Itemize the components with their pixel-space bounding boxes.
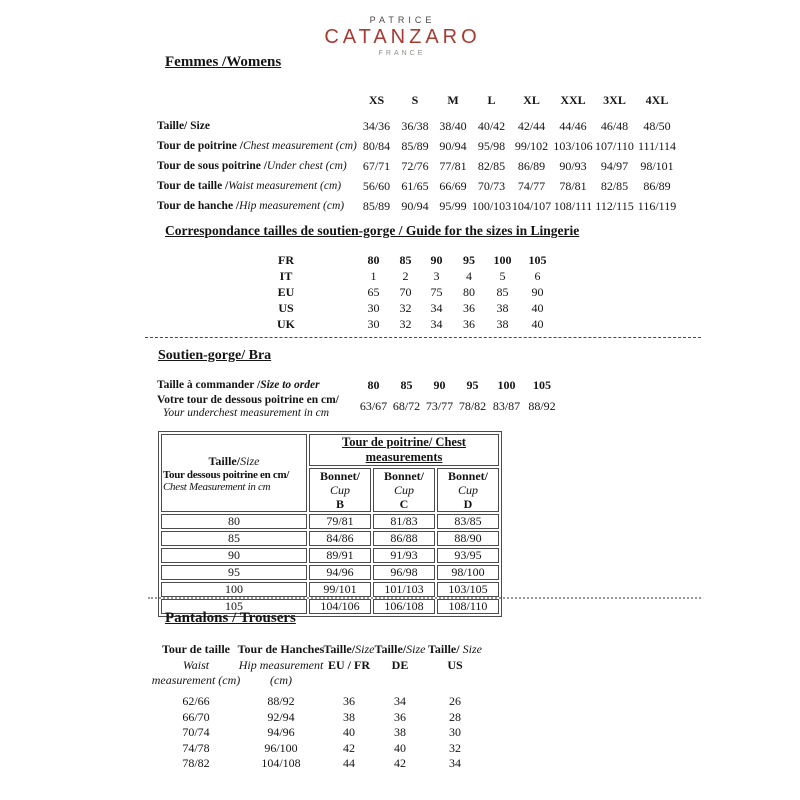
col-header-fr: Taille/ bbox=[428, 642, 463, 656]
lingerie-value: 95 bbox=[463, 252, 475, 267]
size-header-xs: XS bbox=[368, 92, 385, 107]
bra-underchest-label-en: Your underchest measurement in cm bbox=[163, 407, 330, 419]
size-value: 77/81 bbox=[439, 158, 467, 173]
size-value: 112/115 bbox=[595, 198, 634, 213]
col-header-en: Size bbox=[406, 642, 426, 656]
size-header-3xl: 3XL bbox=[603, 92, 626, 107]
spacer bbox=[321, 284, 357, 300]
size-value: 44/46 bbox=[559, 118, 587, 133]
col-header-region: EU / FR bbox=[328, 657, 370, 672]
size-value: 85/89 bbox=[401, 138, 429, 153]
trousers-value: 40 bbox=[343, 725, 355, 740]
row-label-fr: Tour de taille / bbox=[157, 180, 229, 192]
lingerie-value: 36 bbox=[463, 300, 475, 315]
trousers-size-table bbox=[150, 642, 488, 772]
dashed-divider bbox=[145, 337, 701, 338]
cup-value: 93/95 bbox=[437, 548, 499, 563]
cup-value: 98/100 bbox=[437, 565, 499, 580]
trousers-col-hip bbox=[237, 642, 325, 694]
bonnet-label-en: Cup bbox=[329, 483, 350, 497]
bra-order-value: 85 bbox=[400, 377, 413, 392]
size-value: 95/98 bbox=[477, 138, 506, 153]
trousers-value: 66/70 bbox=[182, 709, 210, 724]
size-value: 56/60 bbox=[362, 178, 391, 193]
trousers-value: 36 bbox=[343, 694, 355, 709]
trousers-value: 42 bbox=[343, 740, 355, 755]
size-value: 104/107 bbox=[511, 198, 552, 213]
size-value: 74/77 bbox=[517, 178, 546, 193]
lingerie-correspondence-table bbox=[251, 252, 556, 332]
size-value: 95/99 bbox=[439, 198, 467, 213]
cup-value: 79/81 bbox=[309, 514, 371, 529]
size-value: 40/42 bbox=[477, 118, 506, 133]
cup-value: 96/98 bbox=[373, 565, 435, 580]
lingerie-value: 80 bbox=[463, 284, 475, 299]
bra-underchest-value: 73/77 bbox=[425, 398, 454, 413]
bonnet-label-en: Cup bbox=[457, 483, 478, 497]
lingerie-value: 105 bbox=[528, 252, 547, 267]
trousers-value: 36 bbox=[394, 709, 406, 724]
bra-order-label-en: Size to order bbox=[260, 379, 320, 391]
col-header-en: Size bbox=[355, 642, 375, 656]
col-header-en2: (cm) bbox=[270, 673, 292, 687]
size-value: 61/65 bbox=[401, 178, 429, 193]
size-value: 80/84 bbox=[362, 138, 391, 153]
lingerie-value: 2 bbox=[402, 268, 409, 283]
size-value: 108/111 bbox=[553, 198, 593, 213]
dotted-divider bbox=[148, 597, 701, 599]
bra-underchest-values bbox=[357, 399, 560, 413]
country-label-eu: EU bbox=[277, 284, 295, 299]
trousers-col-waist bbox=[150, 642, 242, 694]
cup-value: 101/103 bbox=[373, 582, 435, 597]
size-header-xl: XL bbox=[523, 92, 540, 107]
bonnet-label-fr: Bonnet/ bbox=[383, 469, 424, 483]
size-value: 94/97 bbox=[600, 158, 629, 173]
trousers-value: 34 bbox=[394, 694, 406, 709]
cup-row-size: 90 bbox=[161, 548, 307, 563]
size-value: 38/40 bbox=[439, 118, 467, 133]
row-label-en: Chest measurement (cm) bbox=[242, 140, 357, 152]
trousers-value: 104/108 bbox=[261, 756, 301, 771]
lingerie-value: 34 bbox=[430, 316, 443, 331]
lingerie-value: 85 bbox=[399, 252, 412, 267]
lingerie-value: 4 bbox=[466, 268, 472, 283]
col-header-en2: measurement (cm) bbox=[151, 673, 241, 687]
cup-size-label-fr: Taille/ bbox=[208, 453, 241, 468]
lingerie-value: 36 bbox=[463, 316, 475, 331]
size-value: 90/93 bbox=[559, 158, 587, 173]
bra-order-label-fr: Taille à commander / bbox=[157, 379, 261, 391]
trousers-value: 70/74 bbox=[182, 725, 210, 740]
lingerie-value: 38 bbox=[496, 300, 509, 315]
lingerie-value: 75 bbox=[430, 284, 443, 299]
cup-value: 94/96 bbox=[309, 565, 371, 580]
cup-value: 108/110 bbox=[437, 599, 499, 614]
trousers-value: 30 bbox=[449, 725, 461, 740]
bra-order-value: 80 bbox=[367, 377, 380, 392]
size-value: 36/38 bbox=[401, 118, 429, 133]
col-header-en: Size bbox=[462, 642, 482, 656]
size-header-4xl: 4XL bbox=[645, 92, 669, 107]
size-value: 72/76 bbox=[401, 158, 429, 173]
lingerie-value: 90 bbox=[531, 284, 544, 299]
lingerie-value: 80 bbox=[367, 252, 380, 267]
size-value: 78/81 bbox=[559, 178, 587, 193]
size-header-m: M bbox=[447, 92, 459, 107]
size-header-xxl: XXL bbox=[560, 92, 586, 107]
trousers-value: 32 bbox=[449, 740, 461, 755]
cup-table-label-cell bbox=[161, 434, 307, 512]
bra-order-label bbox=[157, 377, 357, 393]
row-label-en: Waist measurement (cm) bbox=[228, 180, 342, 192]
lingerie-value: 40 bbox=[531, 316, 544, 331]
size-value: 86/89 bbox=[643, 178, 671, 193]
bonnet-label-fr: Bonnet/ bbox=[319, 469, 360, 483]
lingerie-value: 65 bbox=[367, 284, 380, 299]
trousers-col-us bbox=[422, 642, 488, 694]
cup-row-size: 80 bbox=[161, 514, 307, 529]
bra-underchest-value: 83/87 bbox=[492, 398, 521, 413]
lingerie-value: 85 bbox=[496, 284, 509, 299]
lingerie-section-heading: Correspondance tailles de soutien-gorge / Guide for the sizes in Lingerie bbox=[165, 223, 580, 238]
logo-france-text: FRANCE bbox=[378, 50, 426, 57]
lingerie-value: 70 bbox=[399, 284, 412, 299]
trousers-value: 26 bbox=[449, 694, 461, 709]
trousers-value: 44 bbox=[343, 756, 355, 771]
trousers-value: 38 bbox=[343, 709, 355, 724]
lingerie-value: 32 bbox=[399, 316, 412, 331]
cup-value: 86/88 bbox=[373, 531, 435, 546]
logo-catanzaro-text: CATANZARO bbox=[324, 26, 481, 48]
cup-header-d bbox=[437, 468, 499, 512]
size-value: 116/119 bbox=[637, 198, 677, 213]
size-value: 86/89 bbox=[517, 158, 546, 173]
cup-letter: C bbox=[399, 497, 409, 511]
lingerie-value: 30 bbox=[367, 300, 380, 315]
lingerie-value: 38 bbox=[496, 316, 509, 331]
row-label-fr: Tour de hanche / bbox=[157, 200, 240, 212]
cup-letter: B bbox=[335, 497, 344, 511]
cup-value: 81/83 bbox=[373, 514, 435, 529]
trousers-col-de bbox=[374, 642, 426, 694]
trousers-value: 34 bbox=[449, 756, 461, 771]
row-label-size bbox=[157, 116, 357, 136]
lingerie-value: 1 bbox=[370, 268, 377, 283]
country-label-uk: UK bbox=[277, 316, 295, 331]
trousers-value: 92/94 bbox=[267, 709, 295, 724]
lingerie-value: 34 bbox=[430, 300, 443, 315]
size-value: 90/94 bbox=[439, 138, 467, 153]
country-label-us: US bbox=[278, 300, 294, 315]
brand-logo bbox=[0, 15, 800, 57]
col-header-region: US bbox=[447, 657, 463, 672]
col-header-fr: Tour de taille bbox=[161, 642, 230, 656]
size-value: 103/106 bbox=[553, 138, 593, 153]
trousers-value: 74/78 bbox=[182, 740, 210, 755]
trousers-value: 28 bbox=[449, 709, 461, 724]
lingerie-value: 90 bbox=[430, 252, 443, 267]
size-value: 85/89 bbox=[362, 198, 391, 213]
row-label-en: Hip measurement (cm) bbox=[239, 200, 345, 212]
size-value: 107/110 bbox=[595, 138, 634, 153]
cup-chest-header-cell bbox=[309, 434, 499, 466]
cup-value: 84/86 bbox=[309, 531, 371, 546]
size-value: 100/103 bbox=[471, 198, 512, 213]
col-header-en: Hip measurement bbox=[238, 657, 324, 672]
size-value: 90/94 bbox=[401, 198, 429, 213]
size-value: 98/101 bbox=[640, 158, 674, 173]
bra-order-row bbox=[157, 377, 560, 393]
size-value: 67/71 bbox=[362, 158, 391, 173]
logo-patrice-text: PATRICE bbox=[369, 15, 436, 25]
row-label-underchest bbox=[157, 156, 357, 176]
size-header-l: L bbox=[487, 92, 496, 107]
row-label-waist bbox=[157, 176, 357, 196]
cup-row-size: 95 bbox=[161, 565, 307, 580]
bra-order-value: 100 bbox=[497, 377, 516, 392]
row-label-fr: Tour de poitrine / bbox=[157, 140, 243, 152]
cup-header-b bbox=[309, 468, 371, 512]
lingerie-value: 32 bbox=[399, 300, 412, 315]
row-label-en: Under chest (cm) bbox=[266, 160, 347, 172]
country-label-fr: FR bbox=[278, 252, 294, 267]
bra-underchest-label bbox=[157, 394, 339, 420]
bra-section-heading: Soutien-gorge/ Bra bbox=[158, 348, 272, 363]
col-header-en: Waist bbox=[182, 657, 210, 672]
bra-order-value: 95 bbox=[466, 377, 479, 392]
bra-underchest-value: 88/92 bbox=[528, 398, 556, 413]
bonnet-label-en: Cup bbox=[393, 483, 414, 497]
corner-spacer bbox=[157, 84, 357, 116]
row-label-hip bbox=[157, 196, 357, 216]
size-value: 82/85 bbox=[600, 178, 629, 193]
cup-value: 106/108 bbox=[373, 599, 435, 614]
lingerie-value: 40 bbox=[531, 300, 544, 315]
size-value: 48/50 bbox=[643, 118, 671, 133]
trousers-value: 96/100 bbox=[264, 740, 298, 755]
cup-value: 83/85 bbox=[437, 514, 499, 529]
womens-section-heading: Femmes /Womens bbox=[165, 54, 282, 70]
cup-value: 99/101 bbox=[309, 582, 371, 597]
col-header-fr: Taille/ bbox=[374, 642, 407, 656]
cup-value: 88/90 bbox=[437, 531, 499, 546]
lingerie-value: 3 bbox=[433, 268, 440, 283]
cup-size-label-en: Size bbox=[240, 453, 260, 468]
country-label-it: IT bbox=[279, 268, 293, 283]
row-label-fr: Tour de sous poitrine / bbox=[157, 160, 267, 172]
bonnet-label-fr: Bonnet/ bbox=[447, 469, 488, 483]
cup-row-size: 85 bbox=[161, 531, 307, 546]
trousers-section-heading: Pantalons / Trousers bbox=[165, 610, 296, 626]
spacer bbox=[321, 268, 357, 284]
row-label-chest bbox=[157, 136, 357, 156]
cup-row-size: 100 bbox=[161, 582, 307, 597]
bra-underchest-value: 78/82 bbox=[458, 398, 487, 413]
trousers-value: 78/82 bbox=[182, 756, 210, 771]
cup-value: 89/91 bbox=[309, 548, 371, 563]
cup-value: 91/93 bbox=[373, 548, 435, 563]
trousers-value: 38 bbox=[394, 725, 406, 740]
row-label-fr: Taille/ Size bbox=[157, 120, 210, 132]
spacer bbox=[321, 252, 357, 268]
lingerie-value: 5 bbox=[499, 268, 506, 283]
bra-underchest-label-fr: Votre tour de dessous poitrine en cm/ bbox=[157, 394, 339, 406]
cup-chest-header-text: Tour de poitrine/ Chest measurements bbox=[342, 435, 466, 464]
cup-value: 104/106 bbox=[309, 599, 371, 614]
lingerie-value: 6 bbox=[534, 268, 541, 283]
lingerie-value: 100 bbox=[493, 252, 512, 267]
spacer bbox=[321, 316, 357, 332]
size-value: 99/102 bbox=[514, 138, 549, 153]
lingerie-value: 30 bbox=[367, 316, 380, 331]
bra-underchest-value: 63/67 bbox=[359, 398, 388, 413]
trousers-value: 40 bbox=[394, 740, 406, 755]
cup-header-c bbox=[373, 468, 435, 512]
cup-value: 103/105 bbox=[437, 582, 499, 597]
col-header-region: DE bbox=[391, 657, 409, 672]
cup-underchest-label-en: Chest Measurement in cm bbox=[163, 480, 271, 493]
cup-row-size: 105 bbox=[161, 599, 307, 614]
trousers-value: 94/96 bbox=[267, 725, 295, 740]
womens-size-table bbox=[157, 84, 679, 216]
trousers-value: 42 bbox=[394, 756, 406, 771]
size-value: 42/44 bbox=[517, 118, 546, 133]
bra-underchest-value: 68/72 bbox=[392, 398, 421, 413]
size-value: 66/69 bbox=[439, 178, 467, 193]
size-value: 82/85 bbox=[477, 158, 506, 173]
col-header-fr: Tour de Hanches bbox=[237, 642, 325, 656]
col-header-fr: Taille/ bbox=[323, 642, 356, 656]
trousers-value: 88/92 bbox=[267, 694, 295, 709]
trousers-value: 62/66 bbox=[182, 694, 210, 709]
cup-underchest-label-fr: Tour dessous poitrine en cm/ bbox=[163, 468, 290, 481]
cup-letter: D bbox=[463, 497, 473, 511]
size-header-s: S bbox=[411, 92, 419, 107]
size-value: 70/73 bbox=[477, 178, 506, 193]
spacer bbox=[321, 300, 357, 316]
bra-order-value: 105 bbox=[533, 377, 551, 392]
bra-cup-table bbox=[158, 431, 502, 617]
size-value: 46/48 bbox=[600, 118, 629, 133]
bra-order-value: 90 bbox=[433, 377, 446, 392]
size-value: 111/114 bbox=[638, 138, 676, 153]
trousers-col-eufr bbox=[320, 642, 378, 694]
size-value: 34/36 bbox=[362, 118, 391, 133]
